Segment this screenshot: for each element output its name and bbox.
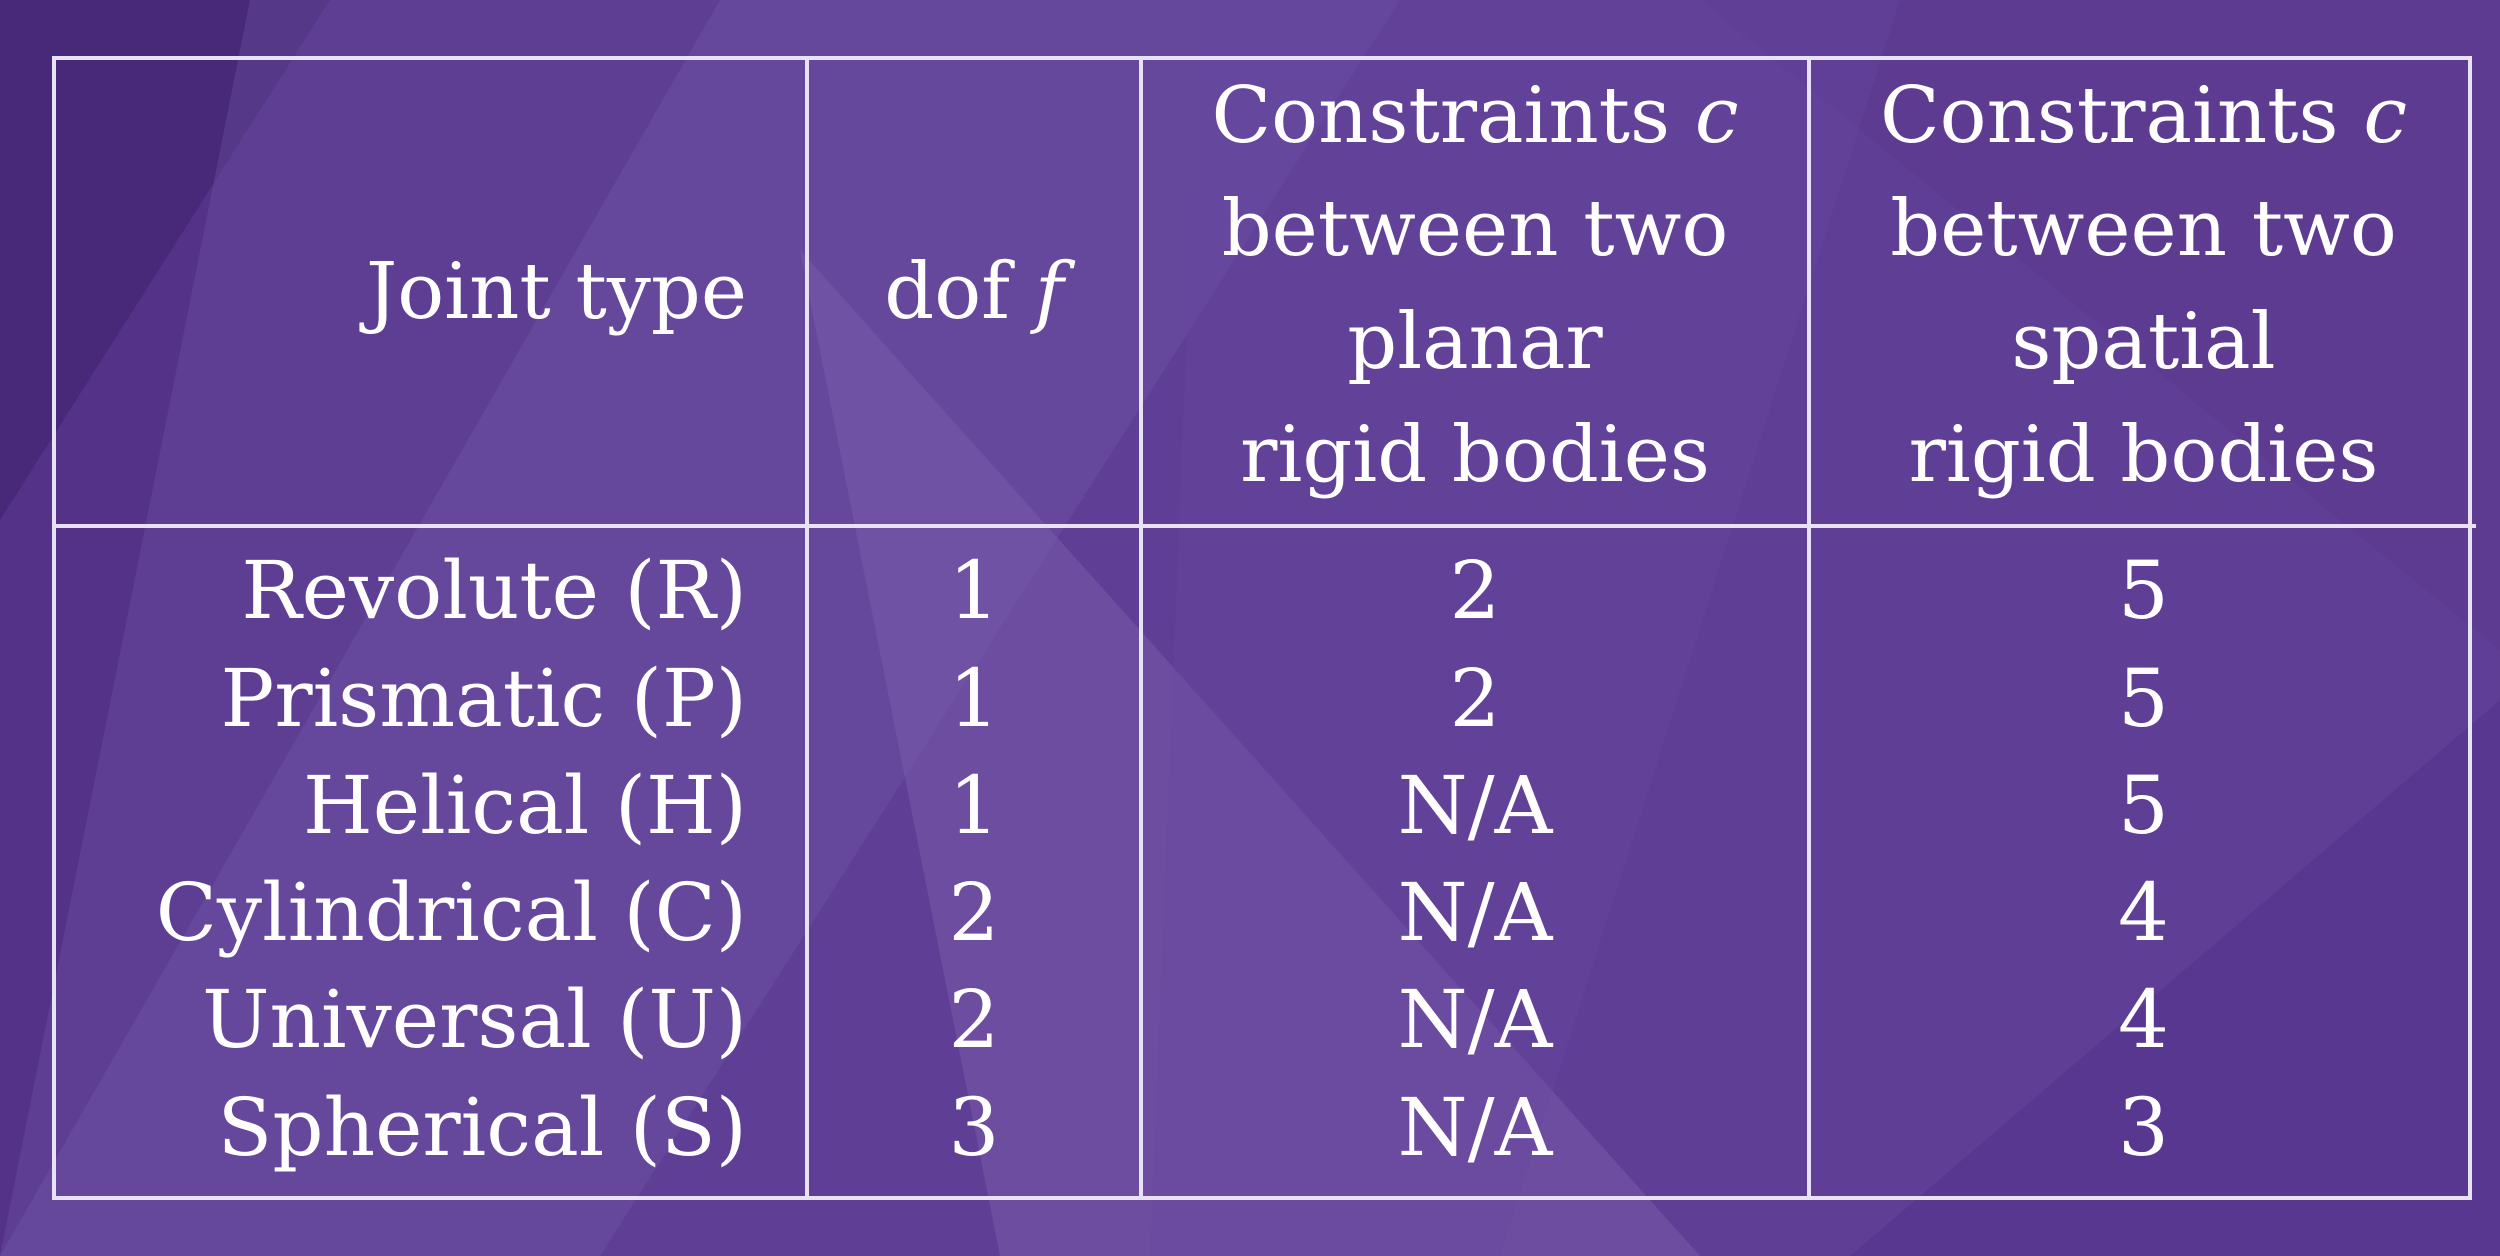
header-spatial-line-3: spatial <box>2011 297 2276 387</box>
spatial-constraints-cell: 5 <box>1809 752 2476 859</box>
table-row <box>56 645 2476 752</box>
header-planar-line-3: planar <box>1347 297 1603 387</box>
joint-type-cell: Prismatic (P) <box>220 651 747 745</box>
planar-constraints-cell: N/A <box>1141 1073 1809 1196</box>
dof-cell: 2 <box>807 966 1141 1073</box>
spatial-constraints-cell: 5 <box>1809 645 2476 752</box>
planar-constraints-cell: 2 <box>1141 526 1809 645</box>
header-spatial-line-1: Constraints c <box>1879 71 2408 161</box>
planar-constraints-cell: N/A <box>1141 859 1809 966</box>
planar-constraints-cell: N/A <box>1141 966 1809 1073</box>
header-planar-line-1: Constraints c <box>1211 71 1739 161</box>
table-row <box>56 526 2476 645</box>
header-dof-variable: f <box>1034 246 1064 337</box>
joint-type-cell: Revolute (R) <box>241 543 747 637</box>
spatial-constraints-cell: 5 <box>1809 526 2476 645</box>
header-spatial-line-4: rigid bodies <box>1908 410 2379 500</box>
joint-constraints-table <box>52 56 2472 1200</box>
dof-cell: 1 <box>807 645 1141 752</box>
header-spatial-constraints <box>1809 60 2476 526</box>
table-row <box>56 1073 2476 1196</box>
header-planar-constraints <box>1141 60 1809 526</box>
spatial-constraints-cell: 4 <box>1809 859 2476 966</box>
dof-cell: 3 <box>807 1073 1141 1196</box>
planar-constraints-cell: N/A <box>1141 752 1809 859</box>
joint-type-cell: Spherical (S) <box>217 1080 747 1174</box>
header-joint-type-label: Joint type <box>365 246 747 337</box>
table-row <box>56 966 2476 1073</box>
header-joint-type <box>56 60 807 526</box>
header-row <box>56 60 2476 526</box>
dof-cell: 1 <box>807 752 1141 859</box>
joint-type-cell: Cylindrical (C) <box>155 865 747 959</box>
header-planar-line-2: between two <box>1221 184 1729 274</box>
table-row <box>56 752 2476 859</box>
dof-cell: 1 <box>807 526 1141 645</box>
dof-cell: 2 <box>807 859 1141 966</box>
joint-type-cell: Helical (H) <box>303 758 747 852</box>
header-spatial-line-2: between two <box>1890 184 2397 274</box>
joint-type-cell: Universal (U) <box>202 972 747 1066</box>
table-row <box>56 859 2476 966</box>
header-dof <box>807 60 1141 526</box>
spatial-constraints-cell: 4 <box>1809 966 2476 1073</box>
spatial-constraints-cell: 3 <box>1809 1073 2476 1196</box>
header-dof-label: dof <box>884 246 1011 337</box>
planar-constraints-cell: 2 <box>1141 645 1809 752</box>
header-planar-line-4: rigid bodies <box>1240 410 1710 500</box>
table <box>56 60 2476 1196</box>
